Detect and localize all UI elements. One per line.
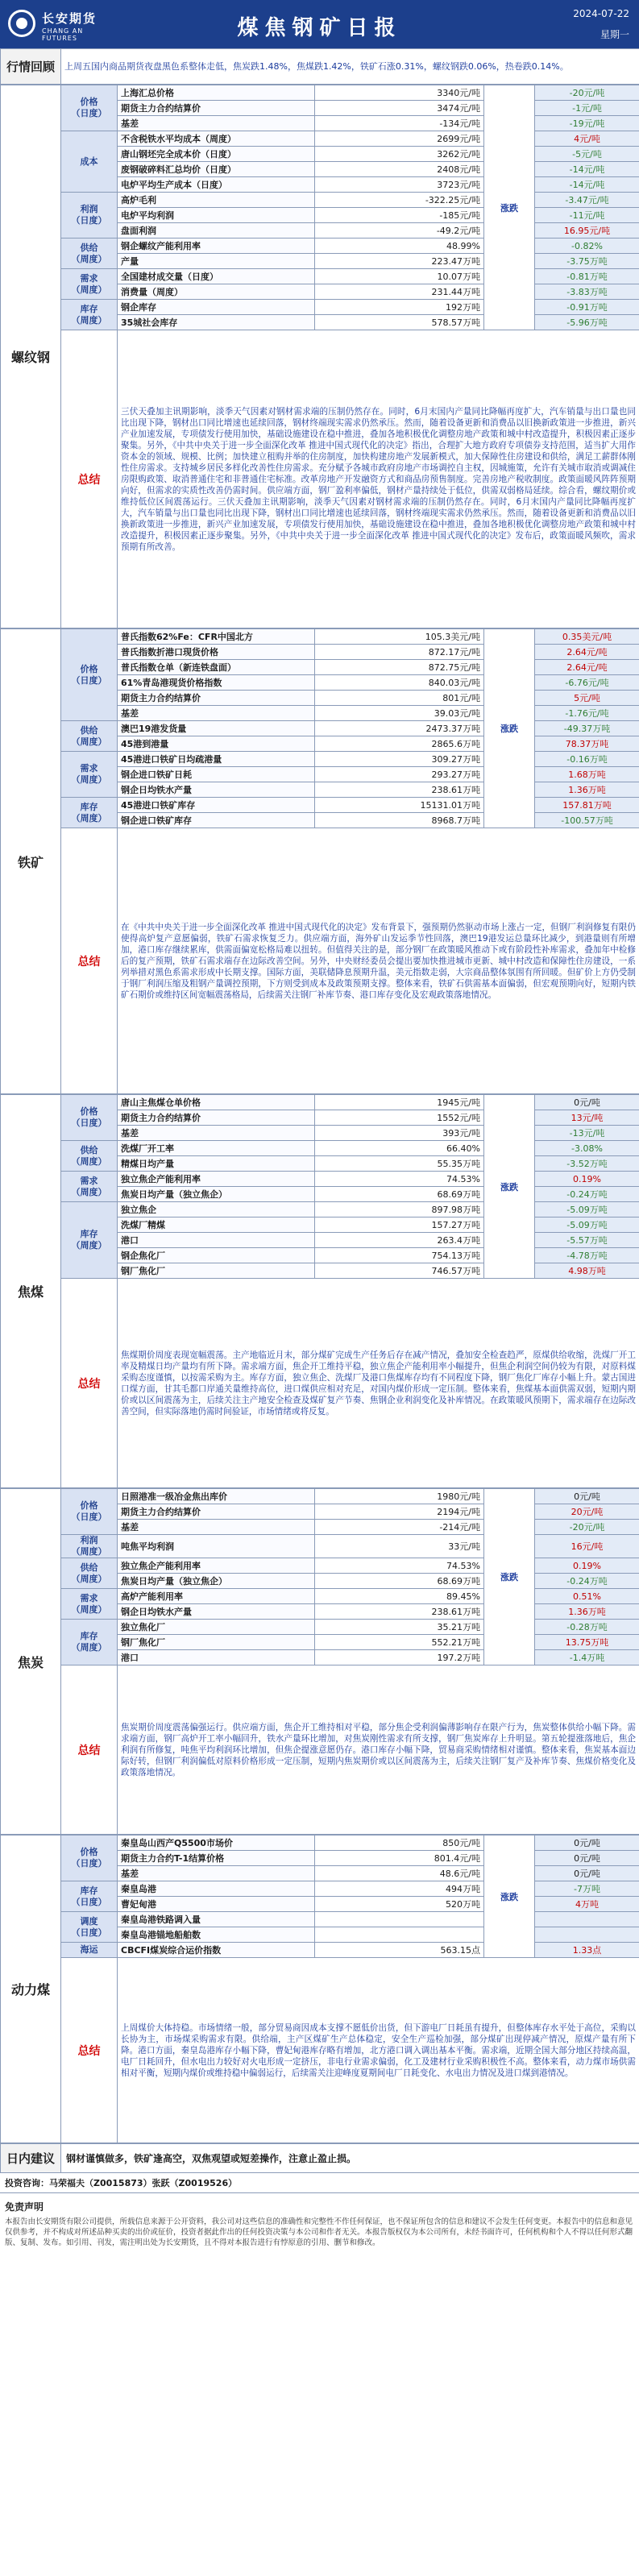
change-value: 1.68万吨 [535,767,639,782]
change-value: -0.82% [535,239,639,254]
category-label: 供给 （周度） [61,721,118,752]
indicator-value: 74.53% [315,1172,484,1187]
indicator-row [1,1836,639,1851]
indicator-name: 曹妃甸港 [118,1897,315,1912]
indicator-name: 港口 [118,1233,315,1248]
change-value: 5元/吨 [535,691,639,706]
category-label: 库存 （日度） [61,1881,118,1912]
indicator-value: 552.21万吨 [315,1635,484,1650]
indicator-name: 焦炭日均产量（独立焦企） [118,1574,315,1589]
change-value: 0.19% [535,1558,639,1574]
indicator-name: 基差 [118,116,315,131]
sections-container [0,85,639,2143]
change-value: -6.76元/吨 [535,675,639,691]
indicator-name: CBCFI煤炭综合运价指数 [118,1943,315,1958]
category-label: 利润 （日度） [61,193,118,239]
change-header: 涨跌 [484,1836,535,1958]
indicator-value: 35.21万吨 [315,1620,484,1635]
indicator-value: 2194元/吨 [315,1504,484,1520]
indicator-value: 2865.6万吨 [315,736,484,752]
indicator-value: 8968.7万吨 [315,813,484,828]
indicator-name: 独立焦化厂 [118,1620,315,1635]
indicator-name: 钢企日均铁水产量 [118,1604,315,1620]
indicator-value: 2473.37万吨 [315,721,484,736]
indicator-name: 基差 [118,1520,315,1535]
change-value: -3.47元/吨 [535,193,639,208]
summary-label: 总结 [61,828,118,1094]
change-value: 4元/吨 [535,131,639,147]
indicator-name: 期货主力合约结算价 [118,691,315,706]
indicator-value: 563.15点 [315,1943,484,1958]
indicator-value: 801元/吨 [315,691,484,706]
category-label: 价格 （日度） [61,85,118,131]
indicator-value: 48.99% [315,239,484,254]
change-value: -5.96万吨 [535,315,639,330]
indicator-value: 238.61万吨 [315,1604,484,1620]
change-value: -100.57万吨 [535,813,639,828]
indicator-name: 唐山主焦煤仓单价格 [118,1095,315,1110]
summary-text: 三伏天叠加主讯期影响，淡季天气因素对钢材需求端的压制仍然存在。同时，6月末国内产量同比降幅再度扩大，汽车销量与出口量也同比出现下降，钢材出口同比增速也延续回落，钢材终端现实需求仍然承压。然而，随着设备更新和消费品以旧换新政策进一步推进，新兴产业加速发展，专项债发行使用加快，基础设施建设在稳中推进，叠加各地积极优化调整房地产政策和城中村改造提升，积极因素正逐步聚集。另外，《中共中央关于进一步全面深化改革 推进中国式现代化的决定》指出，合理扩大地方政府专项债券支持范围，适当扩大用作资本金的领域、规模、比例；加快建立租购并举的住房制度，加快构建房地产发展新模式，加大保障性住房建设和供给，满足工薪群体刚性住房需求。支持城乡居民多样化改善性住房需求。充分赋予各城市政府房地产市场调控自主权，因城施策，允许有关城市取消或调减住房限购政策、取消普通住宅和非普通住宅标准。改革房地产开发融资方式和商品房预售制度。完善房地产税收制度。政策面暖风阵阵预期向好，但需求的实质性改善仍需时间。供应端方面，钢厂盈利率偏低，钢材产量持续处于低位，供需双弱格局延续。综合看，螺纹期价或维持低位区间震荡运行。三伏天叠加主讯期影响，淡季天气因素对钢材需求端的压制仍然存在。同时，6月末国内产量同比降幅再度扩大，汽车销量与出口量也同比出现下降，钢材出口同比增速也延续回落，钢材终端现实需求仍然承压。然而，随着设备更新和消费品以旧换新政策进一步推进，新兴产业加速发展，专项债发行使用加快，基础设施建设在稳中推进，叠加各地积极优化调整房地产政策和城中村改造提升，积极因素正逐步聚集。另外，《中共中央关于进一步全面深化改革 推进中国式现代化的决定》发布后，政策面暖风频吹，需求预期有所改善。 [118,330,639,628]
indicator-value: 68.69万吨 [315,1187,484,1202]
change-value: -0.24万吨 [535,1187,639,1202]
indicator-value: 801.4元/吨 [315,1851,484,1866]
indicator-value: 1945元/吨 [315,1095,484,1110]
indicator-row [1,1620,639,1635]
indicator-row [1,1141,639,1156]
indicator-name: 全国建材成交量（日度） [118,269,315,284]
change-value: -13元/吨 [535,1126,639,1141]
indicator-name: 产量 [118,254,315,269]
indicator-row [1,239,639,254]
change-value: -3.08% [535,1141,639,1156]
indicator-value: 1980元/吨 [315,1489,484,1504]
indicator-value: 192万吨 [315,300,484,315]
section-name: 焦炭 [1,1489,61,1835]
change-value: 157.81万吨 [535,798,639,813]
indicator-name: 高炉产能利用率 [118,1589,315,1604]
indicator-value: 66.40% [315,1141,484,1156]
indicator-value: 10.07万吨 [315,269,484,284]
review-label: 行情回顾 [1,49,61,85]
change-value: -11元/吨 [535,208,639,223]
category-label: 供给 （周度） [61,239,118,269]
advice-table [0,2143,639,2173]
change-value [535,1927,639,1943]
change-value: -14元/吨 [535,162,639,177]
indicator-value [315,1927,484,1943]
change-value: 13.75万吨 [535,1635,639,1650]
change-value: 20元/吨 [535,1504,639,1520]
review-text: 上周五国内商品期货夜盘黑色系整体走低，焦炭跌1.48%，焦煤跌1.42%，铁矿石涨0.31%，螺纹钢跌0.06%，热卷跌0.14%。 [61,49,639,85]
indicator-value: 840.03元/吨 [315,675,484,691]
change-header: 涨跌 [484,85,535,330]
category-label: 库存 （周度） [61,300,118,330]
category-label: 需求 （周度） [61,752,118,798]
summary-text: 上周煤价大体持稳。市场情绪一般，部分贸易商因成本支撑不愿低价出货，但下游电厂日耗虽有提升，但整体库存水平处于高位，采购以长协为主，市场煤采购需求有限。供给端，主产区煤矿生产总体稳定，安全生产巡检加强，部分煤矿出现停减产情况，原煤产量有所下降。港口方面，秦皇岛港库存小幅下降，曹妃甸港库存略有增加，北方港口调入调出基本平衡。需求端，近期全国大部分地区持续高温，电厂日耗回升，但水电出力较好对火电形成一定挤压，非电行业需求偏弱，化工及建材行业采购积极性不高。整体来看，动力煤市场供需相对平衡，短期内煤价或维持稳中偏弱运行，后续需关注迎峰度夏期间电厂日耗变化、水电出力情况及进口煤到港情况。 [118,1958,639,2143]
change-header: 涨跌 [484,1095,535,1279]
change-value: 16元/吨 [535,1535,639,1558]
indicator-name: 独立焦企 [118,1202,315,1217]
indicator-value: 2699元/吨 [315,131,484,147]
section-table [0,628,639,1094]
indicator-value: 578.57万吨 [315,315,484,330]
category-label: 价格 （日度） [61,1489,118,1535]
indicator-name: 独立焦企产能利用率 [118,1172,315,1187]
indicator-name: 基差 [118,706,315,721]
indicator-name: 钢厂焦化厂 [118,1263,315,1279]
indicator-row [1,629,639,645]
change-value: 0.19% [535,1172,639,1187]
indicator-row [1,1589,639,1604]
indicator-name: 唐山钢坯完全成本价（日度） [118,147,315,162]
indicator-row [1,798,639,813]
change-value: 0元/吨 [535,1489,639,1504]
change-value: 0.51% [535,1589,639,1604]
indicator-name: 独立焦企产能利用率 [118,1558,315,1574]
indicator-name: 秦皇岛港铁路调入量 [118,1912,315,1927]
indicator-name: 普氏指数仓单（新连铁盘面） [118,660,315,675]
indicator-value: 89.45% [315,1589,484,1604]
change-value: 4万吨 [535,1897,639,1912]
indicator-value: 494万吨 [315,1881,484,1897]
category-label: 价格 （日度） [61,629,118,721]
indicator-name: 钢企螺纹产能利用率 [118,239,315,254]
indicator-name: 澳巴19港发货量 [118,721,315,736]
indicator-value: -214元/吨 [315,1520,484,1535]
review-table [0,48,639,85]
category-label: 利润 （周度） [61,1535,118,1558]
indicator-row [1,1535,639,1558]
change-value: 0元/吨 [535,1866,639,1881]
indicator-value: 197.2万吨 [315,1650,484,1665]
indicator-name: 高炉毛利 [118,193,315,208]
category-label: 价格 （日度） [61,1095,118,1141]
indicator-value: 293.27万吨 [315,767,484,782]
indicator-value: 3723元/吨 [315,177,484,193]
change-value: -5.57万吨 [535,1233,639,1248]
indicator-value [315,1912,484,1927]
indicator-name: 秦皇岛港锚地船舶数 [118,1927,315,1943]
indicator-value: 309.27万吨 [315,752,484,767]
section-table [0,1094,639,1488]
change-value: 1.33点 [535,1943,639,1958]
change-value: -1.4万吨 [535,1650,639,1665]
change-value: -3.52万吨 [535,1156,639,1172]
category-label: 库存 （周度） [61,1620,118,1665]
category-label: 价格 （日度） [61,1836,118,1881]
indicator-value: 231.44万吨 [315,284,484,300]
indicator-name: 电炉平均利润 [118,208,315,223]
category-label: 需求 （周度） [61,1589,118,1620]
summary-label: 总结 [61,330,118,628]
change-value: -20元/吨 [535,85,639,101]
indicator-name: 港口 [118,1650,315,1665]
indicator-value: 3340元/吨 [315,85,484,101]
indicator-row [1,721,639,736]
change-value: -0.81万吨 [535,269,639,284]
indicator-name: 期货主力合约T-1结算价格 [118,1851,315,1866]
section-table [0,1835,639,2143]
change-value: -20元/吨 [535,1520,639,1535]
report-header [0,0,639,48]
author-line: 投资咨询：马荣福夫（Z0015873）张跃（Z0019526） [0,2173,639,2193]
report-weekday: 星期一 [600,29,629,40]
logo-en-text: CHANG AN FUTURES [42,27,84,42]
indicator-row [1,131,639,147]
advice-label: 日内建议 [1,2144,61,2173]
indicator-name: 钢企进口铁矿库存 [118,813,315,828]
indicator-name: 精煤日均产量 [118,1156,315,1172]
change-value: -3.83万吨 [535,284,639,300]
change-value: 0元/吨 [535,1836,639,1851]
indicator-name: 钢企焦化厂 [118,1248,315,1263]
indicator-name: 61%青岛港现货价格指数 [118,675,315,691]
change-header: 涨跌 [484,629,535,828]
indicator-name: 不含税铁水平均成本（周度） [118,131,315,147]
indicator-name: 日照港准一级冶金焦出库价 [118,1489,315,1504]
change-value: 1.36万吨 [535,1604,639,1620]
change-value: 1.36万吨 [535,782,639,798]
change-value: -0.24万吨 [535,1574,639,1589]
section-name: 铁矿 [1,629,61,1094]
indicator-name: 钢企日均铁水产量 [118,782,315,798]
indicator-name: 秦皇岛山西产Q5500市场价 [118,1836,315,1851]
indicator-value: 897.98万吨 [315,1202,484,1217]
indicator-value: 3262元/吨 [315,147,484,162]
indicator-value: 520万吨 [315,1897,484,1912]
indicator-name: 秦皇岛港 [118,1881,315,1897]
disclaimer-title: 免责声明 [5,2201,44,2213]
indicator-value: -134元/吨 [315,116,484,131]
category-label: 供给 （周度） [61,1558,118,1589]
change-value: -0.28万吨 [535,1620,639,1635]
indicator-row [1,1172,639,1187]
indicator-value: 223.47万吨 [315,254,484,269]
indicator-name: 消费量（周度） [118,284,315,300]
disclaimer-text: 本报告由长安期货有限公司提供，所载信息来源于公开资料，我公司对这些信息的准确性和完整性不作任何保证，也不保证所包含的信息和建议不会发生任何变更。本报告中的信息和意见仅供参考，并不构成对所述品种买卖的出价或征价，投资者据此作出的任何投资决策与本公司和作者无关。本报告版权仅为本公司所有，未经书面许可，任何机构和个人不得以任何形式翻版、复制、发布。如引用、刊发，需注明出处为长安期货，且不得对本报告进行有悖原意的引用、删节和修改。 [5,2217,633,2247]
indicator-value: 39.03元/吨 [315,706,484,721]
indicator-value: 157.27万吨 [315,1217,484,1233]
indicator-name: 洗煤厂精煤 [118,1217,315,1233]
indicator-value: 48.6元/吨 [315,1866,484,1881]
indicator-name: 普氏指数62%Fe：CFR中国北方 [118,629,315,645]
change-value: -14元/吨 [535,177,639,193]
change-value: 0元/吨 [535,1095,639,1110]
change-value: -7万吨 [535,1881,639,1897]
indicator-name: 基差 [118,1126,315,1141]
section-name: 螺纹钢 [1,85,61,628]
category-label: 库存 （周度） [61,1202,118,1279]
report-title: 煤焦钢矿日报 [237,16,402,40]
indicator-name: 钢厂焦化厂 [118,1635,315,1650]
category-label: 供给 （周度） [61,1141,118,1172]
category-label: 库存 （周度） [61,798,118,828]
indicator-name: 钢企进口铁矿日耗 [118,767,315,782]
category-label: 海运 [61,1943,118,1958]
category-label: 需求 （周度） [61,269,118,300]
change-value: -1元/吨 [535,101,639,116]
indicator-value: 872.17元/吨 [315,645,484,660]
section-table [0,85,639,628]
change-value: -0.16万吨 [535,752,639,767]
indicator-value: 872.75元/吨 [315,660,484,675]
change-value: 2.64元/吨 [535,645,639,660]
indicator-value: -322.25元/吨 [315,193,484,208]
indicator-row [1,269,639,284]
indicator-name: 吨焦平均利润 [118,1535,315,1558]
report-date: 2024-07-22 [573,8,629,19]
indicator-row [1,1943,639,1958]
indicator-name: 盘面利润 [118,223,315,239]
change-value: 16.95元/吨 [535,223,639,239]
change-value: -0.91万吨 [535,300,639,315]
indicator-value: 2408元/吨 [315,162,484,177]
summary-text: 焦炭期价周度震荡偏强运行。供应端方面，焦企开工维持相对平稳，部分焦企受利润偏薄影响存在限产行为，焦炭整体供给小幅下降。需求端方面，钢厂高炉开工率小幅回升，铁水产量环比增加，对焦炭刚性需求有所支撑，钢厂焦炭库存上升明显。第五轮提涨落地后，焦企利润有所修复，吨焦平均利润环比增加，但焦企提涨意愿仍存。港口库存小幅下降，贸易商采购情绪相对谨慎。整体来看，焦炭基本面边际好转，但钢厂利润偏低对原料价格形成一定压制，短期内焦炭期价或以区间震荡为主，后续关注钢厂复产及补库节奏、焦煤价格变化及政策落地情况。 [118,1665,639,1835]
indicator-name: 钢企库存 [118,300,315,315]
indicator-value: 15131.01万吨 [315,798,484,813]
change-value: -4.78万吨 [535,1248,639,1263]
indicator-name: 废钢破碎料汇总均价（日度） [118,162,315,177]
indicator-name: 基差 [118,1866,315,1881]
summary-label: 总结 [61,1958,118,2143]
indicator-row [1,1912,639,1927]
summary-text: 焦煤期价周度表现宽幅震荡。主产地临近月末，部分煤矿完成生产任务后存在减产情况，叠加安全检查趋严，原煤供给收缩，洗煤厂开工率及精煤日均产量均有所下降。需求端方面，焦企开工维持平稳，独立焦企产能利用率小幅提升，但焦企利润空间仍较为有限，对原料煤采购态度谨慎，以按需采购为主。库存方面，独立焦企、洗煤厂及港口焦煤库存均有不同程度下降，钢厂焦化厂库存小幅上升。蒙古国进口煤方面，甘其毛都口岸通关量维持高位，进口煤供应相对充足，对国内煤价形成一定压制。整体来看，焦煤基本面供需双弱，短期内期价或以区间震荡为主，后续关注主产地安全检查及煤矿复产节奏、焦钢企业利润变化及补库情况。在政策暖风预期下，需求端存在边际改善空间，但实际落地仍需时间验证，市场情绪或将反复。 [118,1279,639,1488]
advice-text: 钢材谨慎做多，铁矿逢高空，双焦观望或短差操作，注意止盈止损。 [61,2144,639,2173]
category-label: 需求 （周度） [61,1172,118,1202]
indicator-value: 68.69万吨 [315,1574,484,1589]
indicator-value: 754.13万吨 [315,1248,484,1263]
indicator-row [1,300,639,315]
section-name: 动力煤 [1,1836,61,2143]
indicator-name: 45港进口铁矿库存 [118,798,315,813]
indicator-name: 洗煤厂开工率 [118,1141,315,1156]
indicator-name: 45港到港量 [118,736,315,752]
summary-label: 总结 [61,1665,118,1835]
indicator-row [1,193,639,208]
indicator-row [1,1489,639,1504]
logo-cn-text: 长安期货 [42,11,98,26]
category-label: 成本 [61,131,118,193]
category-label: 调度 （日度） [61,1912,118,1943]
change-value: 78.37万吨 [535,736,639,752]
change-value: -5.09万吨 [535,1217,639,1233]
change-value: 0.35美元/吨 [535,629,639,645]
indicator-value: 746.57万吨 [315,1263,484,1279]
change-value: -5元/吨 [535,147,639,162]
summary-label: 总结 [61,1279,118,1488]
indicator-value: -185元/吨 [315,208,484,223]
indicator-name: 45港进口铁矿日均疏港量 [118,752,315,767]
indicator-row [1,1558,639,1574]
indicator-value: 105.3美元/吨 [315,629,484,645]
indicator-name: 期货主力合约结算价 [118,1110,315,1126]
indicator-row [1,752,639,767]
indicator-value: 55.35万吨 [315,1156,484,1172]
indicator-name: 35城社会库存 [118,315,315,330]
change-value: 4.98万吨 [535,1263,639,1279]
indicator-name: 电炉平均生产成本（日度） [118,177,315,193]
section-table [0,1488,639,1835]
indicator-row [1,1095,639,1110]
indicator-row [1,1202,639,1217]
change-value: -49.37万吨 [535,721,639,736]
indicator-name: 期货主力合约结算价 [118,1504,315,1520]
change-value: -19元/吨 [535,116,639,131]
indicator-value: 393元/吨 [315,1126,484,1141]
change-value: -1.76元/吨 [535,706,639,721]
change-value: 2.64元/吨 [535,660,639,675]
indicator-value: 263.4万吨 [315,1233,484,1248]
change-value [535,1912,639,1927]
indicator-value: 238.61万吨 [315,782,484,798]
indicator-name: 上海汇总价格 [118,85,315,101]
change-header: 涨跌 [484,1489,535,1665]
indicator-name: 期货主力合约结算价 [118,101,315,116]
indicator-name: 普氏指数折港口现货价格 [118,645,315,660]
change-value: 13元/吨 [535,1110,639,1126]
indicator-name: 焦炭日均产量（独立焦企） [118,1187,315,1202]
indicator-value: 1552元/吨 [315,1110,484,1126]
indicator-row [1,85,639,101]
indicator-value: 33元/吨 [315,1535,484,1558]
indicator-row [1,1881,639,1897]
change-value: 0元/吨 [535,1851,639,1866]
change-value: -3.75万吨 [535,254,639,269]
summary-text: 在《中共中央关于进一步全面深化改革 推进中国式现代化的决定》发布背景下，强预期仍然驱动市场上涨占一定，但钢厂利润修复有限仍使得高炉复产意愿偏弱，铁矿石需求恢复乏力。供应端方面，海外矿山发运季节性回落，澳巴19港发运总量环比减少，到港量则有所增加，港口库存继续累库，供需面偏宽松格局难以扭转。但值得关注的是，部分钢厂在政策暖风推动下或有阶段性补库需求，叠加年中检修后的复产预期，铁矿石需求端存在边际改善空间。另外，中央财经委员会提出要加快推进城市更新、城中村改造和保障性住房建设，一系列举措对黑色系需求形成中长期支撑。国际方面，美联储降息预期升温，美元指数走弱，大宗商品整体氛围有所回暖。但矿价上方仍受制于钢厂利润压缩及粗钢产量调控预期，下方则受到成本及政策预期支撑。整体来看，铁矿石供需基本面偏弱，但宏观预期向好，短期内铁矿石期价或维持区间宽幅震荡格局，后续需关注钢厂补库节奏、港口库存变化及宏观政策落地情况。 [118,828,639,1094]
change-value: -5.09万吨 [535,1202,639,1217]
indicator-value: 74.53% [315,1558,484,1574]
section-name: 焦煤 [1,1095,61,1488]
indicator-value: 3474元/吨 [315,101,484,116]
indicator-value: -49.2元/吨 [315,223,484,239]
indicator-value: 850元/吨 [315,1836,484,1851]
